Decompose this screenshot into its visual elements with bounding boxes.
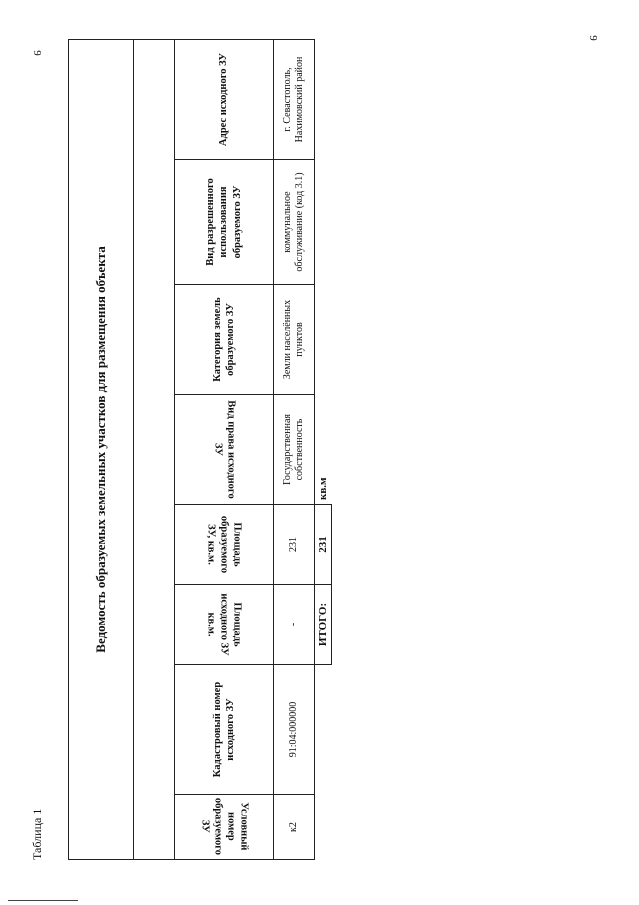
data-cell: Земли населённых пунктов <box>274 285 315 395</box>
header-cell <box>175 395 274 505</box>
data-cell: 231 <box>274 505 315 585</box>
header-text: Условный номер образуемого ЗУ <box>198 797 250 856</box>
data-cell: коммунальное обслуживание (код 3.1) <box>274 160 315 285</box>
data-cell: к2 <box>274 795 315 860</box>
header-cell <box>175 505 274 585</box>
data-cell: г. Севастополь, Нахимовский район <box>274 39 315 159</box>
total-spacer <box>315 160 332 285</box>
header-text: Вид права исходного ЗУ <box>212 400 237 499</box>
total-value: 231 <box>315 505 332 585</box>
header-cell: Кадастровый номер исходного ЗУ <box>175 665 274 795</box>
total-spacer <box>315 665 332 795</box>
total-spacer <box>315 795 332 860</box>
blank-row <box>134 39 175 859</box>
blank-cell <box>134 39 175 859</box>
header-cell: Категория земель образуемого ЗУ <box>175 285 274 395</box>
page-number-right: 9 <box>586 35 599 41</box>
rotated-sheet <box>30 40 330 860</box>
data-cell: - <box>274 585 315 665</box>
data-cell: 91:04:000000 <box>274 665 315 795</box>
table-title-row <box>69 39 134 859</box>
total-spacer <box>315 285 332 395</box>
land-plots-table <box>68 39 332 860</box>
table-caption: Таблица 1 <box>30 808 44 860</box>
data-cell: Государственная собственность <box>274 395 315 505</box>
header-cell <box>175 795 274 860</box>
page-number: 9 <box>30 50 43 56</box>
header-cell: Вид разрешенного использования образуемого ЗУ <box>175 160 274 285</box>
footer-rule <box>8 900 78 901</box>
header-text: Площадь исходного ЗУ кв.м. <box>205 593 243 656</box>
header-cell: Адрес исходного ЗУ <box>175 39 274 159</box>
header-cell <box>175 585 274 665</box>
table-title: Ведомость образуемых земельных участков для размещения объекта <box>69 39 134 859</box>
header-text: Площадь образуемого ЗУ, кв.м. <box>205 515 243 574</box>
total-spacer <box>315 39 332 159</box>
total-label: ИТОГО: <box>315 585 332 665</box>
total-row <box>315 39 332 859</box>
data-row <box>274 39 315 859</box>
header-row <box>175 39 274 859</box>
total-unit: кв.м <box>317 477 330 500</box>
